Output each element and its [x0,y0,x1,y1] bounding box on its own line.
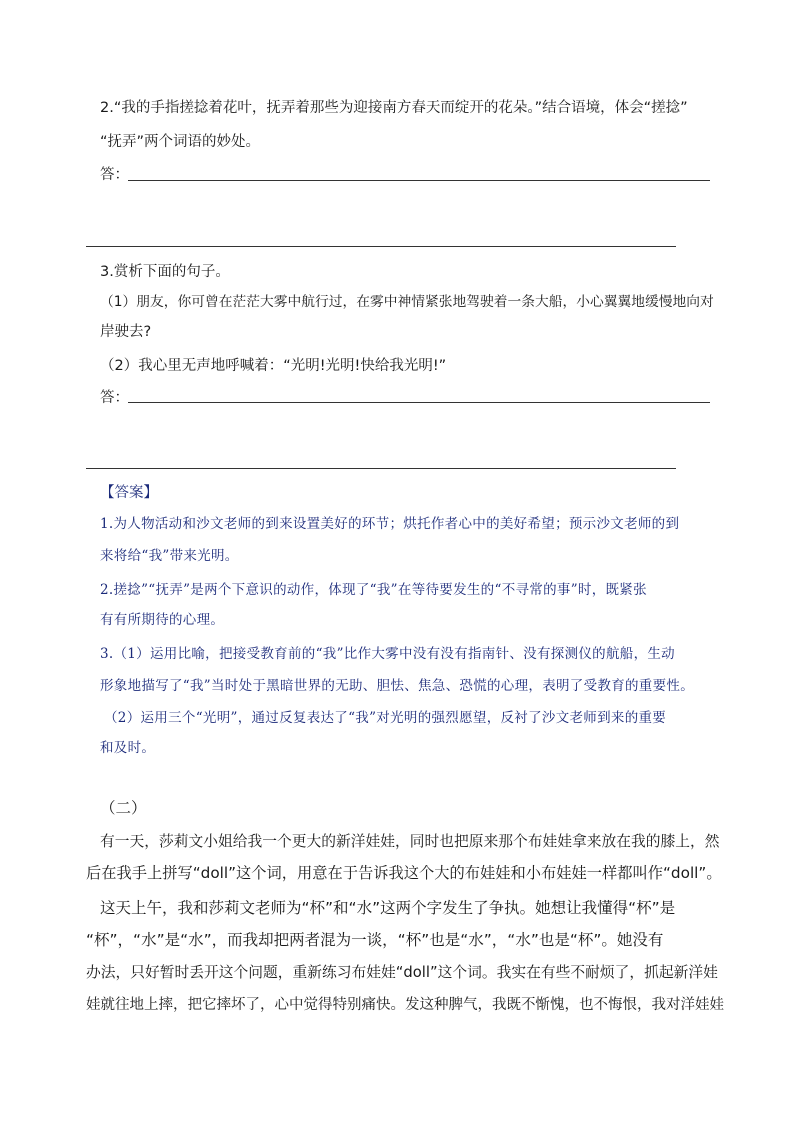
q3-item1-line-1: （1）朋友，你可曾在茫茫大雾中航行过，在雾中神情紧张地驾驶着一条大船，小心翼翼地缓慢地向对 [100,294,714,310]
passage-p2-line-2: “杯”，“水”是“水”，而我却把两者混为一谈，“杯”也是“水”，“水”也是“杯”。她没有 [86,931,664,949]
answer-3-line-2: 形象地描写了“我”当时处于黑暗世界的无助、胆怯、焦急、恐慌的心理，表明了受教育的重要性。 [100,678,695,694]
answer-3-line-4: 和及时。 [100,740,156,756]
answer-2-line-1: 2.搓捻”“抚弄”是两个下意识的动作，体现了“我”在等待要发生的“不寻常的事”时，既紧张 [100,582,647,598]
answer-1-line-1: 1.为人物活动和沙文老师的到来设置美好的环节；烘托作者心中的美好希望；预示沙文老师的到 [100,516,680,532]
passage-p1-line-1: 有一天，莎莉文小姐给我一个更大的新洋娃娃，同时也把原来那个布娃娃拿来放在我的膝上，然 [100,833,720,850]
answer-key-heading: 【答案】 [100,485,158,501]
passage-p2-line-3: 办法，只好暂时丢开这个问题，重新练习布娃娃“doll”这个词。我实在有些不耐烦了，抓起新洋娃 [86,964,718,981]
q3-answer-line-1[interactable] [128,402,710,403]
section-2-heading: （二） [100,799,147,817]
q2-answer-line-2[interactable] [86,246,676,247]
q3-answer-line-2[interactable] [86,468,676,469]
passage-p2-line-4: 娃就往地上摔，把它摔坏了，心中觉得特别痛快。发这种脾气，我既不惭愧，也不悔恨，我对洋娃娃 [86,997,724,1013]
q3-item1-line-2: 岸驶去? [100,324,152,340]
q3-answer-label: 答： [100,390,129,406]
q2-line-1: 2.“我的手指搓捻着花叶，抚弄着那些为迎接南方春天而绽开的花朵。”结合语境，体会“搓捻” [100,100,688,116]
q3-title: 3.赏析下面的句子。 [100,264,230,280]
q2-answer-line-1[interactable] [128,180,710,181]
answer-3-line-3: （2）运用三个“光明”，通过反复表达了“我”对光明的强烈愿望，反衬了沙文老师到来的重要 [104,710,667,726]
answer-1-line-2: 来将给“我”带来光明。 [100,548,239,564]
passage-p2-line-1: 这天上午，我和莎莉文老师为“杯”和“水”这两个字发生了争执。她想让我懂得“杯”是 [100,899,676,917]
answer-3-line-1: 3.（1）运用比喻，把接受教育前的“我”比作大雾中没有没有指南针、没有探测仪的航船，生动 [100,646,675,662]
passage-p1-line-2: 后在我手上拼写“doll”这个词，用意在于告诉我这个大的布娃娃和小布娃娃一样都叫作“doll”。 [86,864,722,882]
q2-answer-label: 答： [100,167,129,183]
q3-item2: （2）我心里无声地呼喊着：“光明!光明!快给我光明!” [100,358,447,374]
q2-line-2: “抚弄”两个词语的妙处。 [100,134,261,150]
answer-2-line-2: 有有所期待的心理。 [100,612,225,628]
